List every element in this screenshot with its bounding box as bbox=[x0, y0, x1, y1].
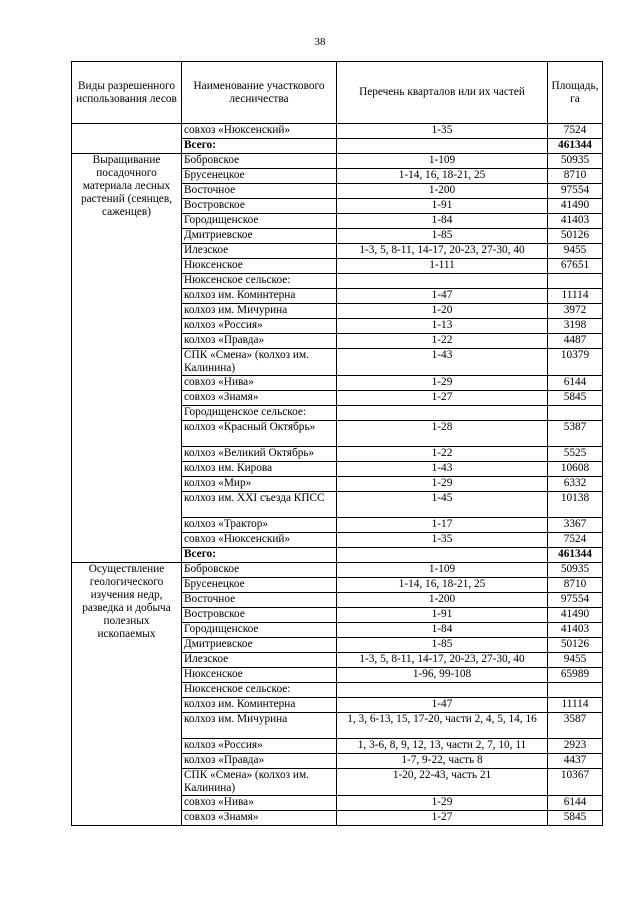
forestry-name-cell: колхоз «Трактор» bbox=[182, 518, 337, 533]
area-cell: 97554 bbox=[548, 593, 603, 608]
forestry-name-cell: СПК «Смена» (колхоз им. Калинина) bbox=[182, 769, 337, 796]
quarters-cell: 1-200 bbox=[337, 593, 548, 608]
area-cell: 461344 bbox=[548, 548, 603, 563]
quarters-cell: 1-29 bbox=[337, 477, 548, 492]
area-cell bbox=[548, 274, 603, 289]
area-cell: 8710 bbox=[548, 578, 603, 593]
area-cell: 9455 bbox=[548, 653, 603, 668]
area-cell: 41403 bbox=[548, 623, 603, 638]
area-cell: 8710 bbox=[548, 169, 603, 184]
area-cell: 10367 bbox=[548, 769, 603, 796]
quarters-cell: 1-13 bbox=[337, 319, 548, 334]
area-cell: 41490 bbox=[548, 199, 603, 214]
table-row bbox=[72, 563, 603, 578]
quarters-cell: 1-47 bbox=[337, 698, 548, 713]
forestry-name-cell: Брусенецкое bbox=[182, 169, 337, 184]
area-cell: 3367 bbox=[548, 518, 603, 533]
area-cell: 67651 bbox=[548, 259, 603, 274]
quarters-cell: 1-85 bbox=[337, 638, 548, 653]
quarters-cell: 1-85 bbox=[337, 229, 548, 244]
quarters-cell: 1, 3, 6-13, 15, 17-20, части 2, 4, 5, 14, 16 bbox=[337, 713, 548, 739]
forestry-name-cell: колхоз «Россия» bbox=[182, 739, 337, 754]
quarters-cell: 1-22 bbox=[337, 334, 548, 349]
area-cell: 5845 bbox=[548, 811, 603, 826]
forestry-name-cell: совхоз «Знамя» bbox=[182, 391, 337, 406]
forestry-name-cell: Нюксенское bbox=[182, 259, 337, 274]
table-body bbox=[72, 124, 603, 826]
area-cell: 50126 bbox=[548, 229, 603, 244]
quarters-cell: 1-20 bbox=[337, 304, 548, 319]
header-quarters: Перечень кварталов или их частей bbox=[337, 62, 548, 124]
forestry-name-cell: Городищенское bbox=[182, 623, 337, 638]
quarters-cell: 1-47 bbox=[337, 289, 548, 304]
area-cell: 5387 bbox=[548, 421, 603, 447]
forestry-name-cell: совхоз «Нюксенский» bbox=[182, 124, 337, 139]
forestry-name-cell: Бобровское bbox=[182, 563, 337, 578]
forestry-name-cell: Всего: bbox=[182, 548, 337, 563]
quarters-cell: 1-111 bbox=[337, 259, 548, 274]
forestry-name-cell: Восточное bbox=[182, 184, 337, 199]
forestry-name-cell: колхоз им. Мичурина bbox=[182, 304, 337, 319]
forestry-name-cell: совхоз «Знамя» bbox=[182, 811, 337, 826]
area-cell: 11114 bbox=[548, 289, 603, 304]
area-cell: 5525 bbox=[548, 447, 603, 462]
quarters-cell: 1-96, 99-108 bbox=[337, 668, 548, 683]
forestry-name-cell: колхоз им. Кирова bbox=[182, 462, 337, 477]
quarters-cell: 1-3, 5, 8-11, 14-17, 20-23, 27-30, 40 bbox=[337, 653, 548, 668]
table-row bbox=[72, 124, 603, 139]
forestry-name-cell: СПК «Смена» (колхоз им. Калинина) bbox=[182, 349, 337, 376]
forestry-name-cell: колхоз им. XXI съезда КПСС bbox=[182, 492, 337, 518]
quarters-cell bbox=[337, 548, 548, 563]
forestry-name-cell: Илезское bbox=[182, 244, 337, 259]
table-row bbox=[72, 154, 603, 169]
quarters-cell: 1-91 bbox=[337, 608, 548, 623]
forestry-name-cell: Нюксенское сельское: bbox=[182, 274, 337, 289]
area-cell: 50126 bbox=[548, 638, 603, 653]
forestry-name-cell: колхоз «Правда» bbox=[182, 334, 337, 349]
use-type-cell: Осуществление геологического изучения недр, разведка и добыча полезных ископаемых bbox=[72, 563, 182, 826]
quarters-cell: 1-84 bbox=[337, 623, 548, 638]
area-cell: 65989 bbox=[548, 668, 603, 683]
area-cell: 10138 bbox=[548, 492, 603, 518]
forestry-name-cell: Восточное bbox=[182, 593, 337, 608]
quarters-cell: 1-20, 22-43, часть 21 bbox=[337, 769, 548, 796]
forestry-name-cell: Бобровское bbox=[182, 154, 337, 169]
area-cell: 6144 bbox=[548, 376, 603, 391]
area-cell: 9455 bbox=[548, 244, 603, 259]
area-cell: 6144 bbox=[548, 796, 603, 811]
area-cell: 6332 bbox=[548, 477, 603, 492]
forestry-name-cell: Дмитриевское bbox=[182, 229, 337, 244]
forestry-name-cell: совхоз «Нива» bbox=[182, 376, 337, 391]
forestry-name-cell: совхоз «Нива» bbox=[182, 796, 337, 811]
quarters-cell: 1-200 bbox=[337, 184, 548, 199]
header-use-type: Виды разрешенного использования лесов bbox=[72, 62, 182, 124]
forestry-name-cell: Нюксенское сельское: bbox=[182, 683, 337, 698]
use-type-cell: Выращивание посадочного материала лесных растений (сеянцев, саженцев) bbox=[72, 154, 182, 563]
area-cell: 461344 bbox=[548, 139, 603, 154]
forestry-name-cell: Илезское bbox=[182, 653, 337, 668]
area-cell: 10379 bbox=[548, 349, 603, 376]
quarters-cell: 1-29 bbox=[337, 376, 548, 391]
forestry-name-cell: колхоз «Правда» bbox=[182, 754, 337, 769]
quarters-cell: 1-7, 9-22, часть 8 bbox=[337, 754, 548, 769]
quarters-cell: 1-3, 5, 8-11, 14-17, 20-23, 27-30, 40 bbox=[337, 244, 548, 259]
forestry-name-cell: Городищенское bbox=[182, 214, 337, 229]
quarters-cell: 1-35 bbox=[337, 533, 548, 548]
area-cell: 50935 bbox=[548, 154, 603, 169]
area-cell: 11114 bbox=[548, 698, 603, 713]
forestry-name-cell: колхоз им. Коминтерна bbox=[182, 289, 337, 304]
forestry-name-cell: Всего: bbox=[182, 139, 337, 154]
forestry-name-cell: Брусенецкое bbox=[182, 578, 337, 593]
quarters-cell: 1-28 bbox=[337, 421, 548, 447]
quarters-cell: 1-109 bbox=[337, 154, 548, 169]
forestry-name-cell: совхоз «Нюксенский» bbox=[182, 533, 337, 548]
forestry-name-cell: Дмитриевское bbox=[182, 638, 337, 653]
quarters-cell: 1-27 bbox=[337, 811, 548, 826]
area-cell: 41490 bbox=[548, 608, 603, 623]
header-forestry: Наименование участкового лесничества bbox=[182, 62, 337, 124]
quarters-cell: 1-14, 16, 18-21, 25 bbox=[337, 578, 548, 593]
area-cell bbox=[548, 683, 603, 698]
area-cell: 10608 bbox=[548, 462, 603, 477]
forest-use-table bbox=[71, 61, 603, 826]
forestry-name-cell: колхоз «Великий Октябрь» bbox=[182, 447, 337, 462]
area-cell: 7524 bbox=[548, 533, 603, 548]
quarters-cell: 1-109 bbox=[337, 563, 548, 578]
page-number: 38 bbox=[314, 36, 326, 48]
forestry-name-cell: колхоз им. Мичурина bbox=[182, 713, 337, 739]
area-cell: 5845 bbox=[548, 391, 603, 406]
quarters-cell: 1-17 bbox=[337, 518, 548, 533]
forestry-name-cell: колхоз «Мир» bbox=[182, 477, 337, 492]
forestry-name-cell: Востровское bbox=[182, 199, 337, 214]
area-cell: 97554 bbox=[548, 184, 603, 199]
area-cell: 2923 bbox=[548, 739, 603, 754]
area-cell: 3972 bbox=[548, 304, 603, 319]
quarters-cell bbox=[337, 406, 548, 421]
quarters-cell: 1-27 bbox=[337, 391, 548, 406]
quarters-cell: 1-43 bbox=[337, 349, 548, 376]
area-cell: 3587 bbox=[548, 713, 603, 739]
forestry-name-cell: Городищенское сельское: bbox=[182, 406, 337, 421]
quarters-cell: 1-84 bbox=[337, 214, 548, 229]
quarters-cell: 1, 3-6, 8, 9, 12, 13, части 2, 7, 10, 11 bbox=[337, 739, 548, 754]
area-cell: 3198 bbox=[548, 319, 603, 334]
forestry-name-cell: колхоз «Красный Октябрь» bbox=[182, 421, 337, 447]
area-cell: 41403 bbox=[548, 214, 603, 229]
forestry-name-cell: Нюксенское bbox=[182, 668, 337, 683]
forestry-name-cell: колхоз им. Коминтерна bbox=[182, 698, 337, 713]
quarters-cell bbox=[337, 139, 548, 154]
quarters-cell: 1-35 bbox=[337, 124, 548, 139]
forestry-name-cell: колхоз «Россия» bbox=[182, 319, 337, 334]
quarters-cell: 1-29 bbox=[337, 796, 548, 811]
area-cell: 50935 bbox=[548, 563, 603, 578]
area-cell: 4437 bbox=[548, 754, 603, 769]
area-cell: 7524 bbox=[548, 124, 603, 139]
quarters-cell: 1-22 bbox=[337, 447, 548, 462]
area-cell bbox=[548, 406, 603, 421]
forestry-name-cell: Востровское bbox=[182, 608, 337, 623]
quarters-cell: 1-91 bbox=[337, 199, 548, 214]
header-area: Площадь, га bbox=[548, 62, 603, 124]
quarters-cell bbox=[337, 683, 548, 698]
area-cell: 4487 bbox=[548, 334, 603, 349]
use-type-cell-empty bbox=[72, 124, 182, 154]
quarters-cell: 1-43 bbox=[337, 462, 548, 477]
quarters-cell bbox=[337, 274, 548, 289]
quarters-cell: 1-45 bbox=[337, 492, 548, 518]
quarters-cell: 1-14, 16, 18-21, 25 bbox=[337, 169, 548, 184]
